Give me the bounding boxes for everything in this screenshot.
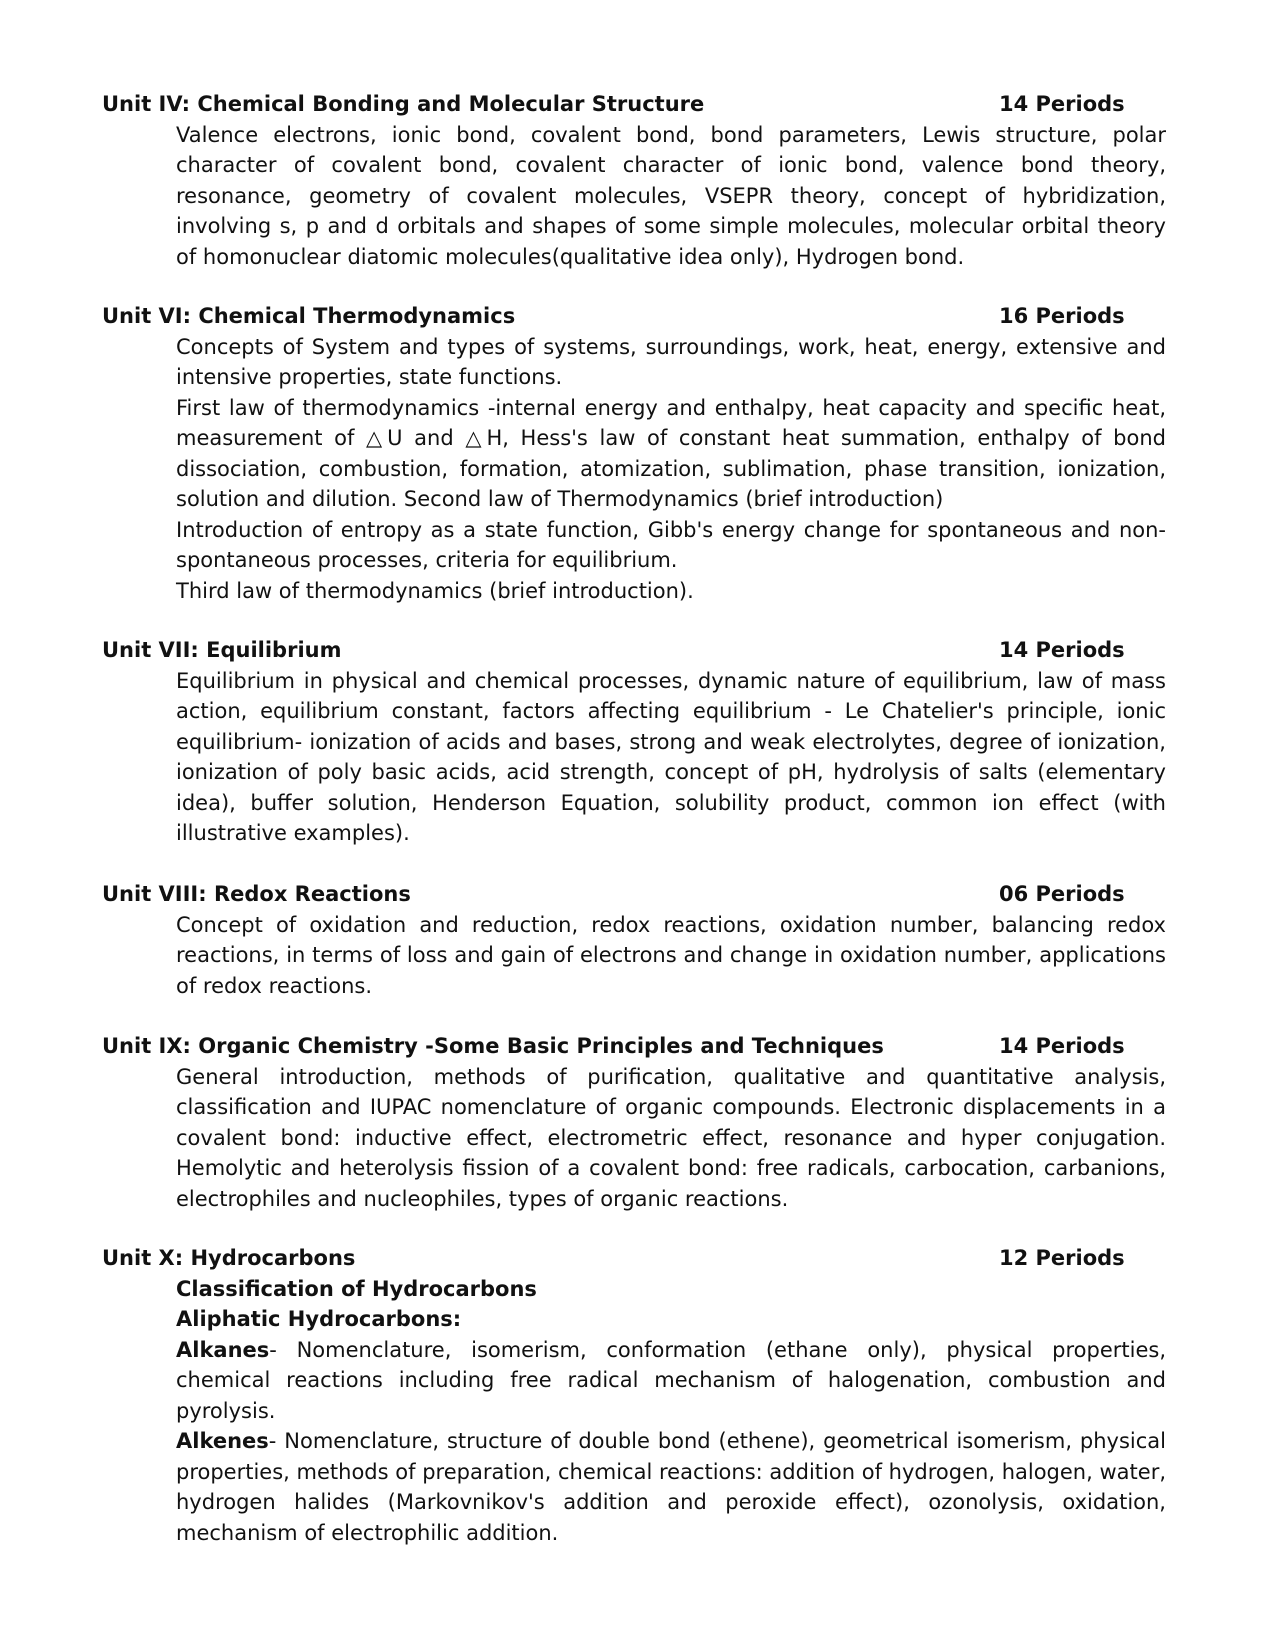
alkenes-paragraph [176,1426,1166,1548]
unit-title: Unit IV: Chemical Bonding and Molecular Structure [102,92,705,116]
unit-body [176,332,1166,607]
unit-title: Unit X: Hydrocarbons [102,1246,356,1270]
subheading-classification: Classification of Hydrocarbons [176,1276,537,1301]
alkanes-text: - Nomenclature, isomerism, conformation (ethane only), physical properties, chemical reactions including free radical mechanism of halogenation, combustion and pyrolysis. [176,1337,1166,1423]
alkanes-term: Alkanes [176,1337,270,1362]
alkenes-text: - Nomenclature, structure of double bond (ethene), geometrical isomerism, physical properties, methods of preparation, chemical reactions: addition of hydrogen, halogen, water, hydrogen halides (Markovnikov's addition and peroxide effect), ozonolysis, oxidation, mechanism of electrophilic addition. [176,1429,1166,1545]
unit-header [102,1031,1166,1062]
unit-paragraph: First law of thermodynamics -internal energy and enthalpy, heat capacity and specific heat, measurement of △U and △H, Hess's law of constant heat summation, enthalpy of bond dissociation, combustion, formation, atomization, sublimation, phase transition, ionization, solution and dilution. Second law of Thermodynamics (brief introduction) [176,395,1166,511]
unit-vii-section [102,635,1166,849]
unit-vi-section [102,301,1166,606]
unit-paragraph: Introduction of entropy as a state function, Gibb's energy change for spontaneous and non-spontaneous processes, criteria for equilibrium. [176,517,1166,572]
unit-body [176,910,1166,1002]
unit-iv-section [102,89,1166,272]
unit-header [102,635,1166,666]
unit-x-section [102,1243,1166,1548]
unit-title: Unit VII: Equilibrium [102,638,342,662]
unit-paragraph: Equilibrium in physical and chemical processes, dynamic nature of equilibrium, law of mass action, equilibrium constant, factors affecting equilibrium - Le Chatelier's principle, ionic equilibrium- ionization of acids and bases, strong and weak electrolytes, degree of ionization, ionization of poly basic acids, acid strength, concept of pH, hydrolysis of salts (elementary idea), buffer solution, Henderson Equation, solubility product, common ion effect (with illustrative examples). [176,668,1166,845]
unit-viii-section [102,879,1166,1001]
unit-title: Unit IX: Organic Chemistry -Some Basic Principles and Techniques [102,1034,884,1058]
unit-header [102,301,1166,332]
unit-title: Unit VI: Chemical Thermodynamics [102,304,516,328]
unit-paragraph: Valence electrons, ionic bond, covalent bond, bond parameters, Lewis structure, polar character of covalent bond, covalent character of ionic bond, valence bond theory, resonance, geometry of covalent molecules, VSEPR theory, concept of hybridization, involving s, p and d orbitals and shapes of some simple molecules, molecular orbital theory of homonuclear diatomic molecules(qualitative idea only), Hydrogen bond. [176,122,1166,269]
unit-periods: 14 Periods [999,1034,1125,1058]
unit-header [102,1243,1166,1274]
unit-header [102,89,1166,120]
unit-periods: 14 Periods [999,638,1125,662]
unit-periods: 06 Periods [999,882,1125,906]
unit-title: Unit VIII: Redox Reactions [102,882,411,906]
subheading-aliphatic: Aliphatic Hydrocarbons: [176,1307,462,1331]
unit-paragraph: Concept of oxidation and reduction, redox reactions, oxidation number, balancing redox reactions, in terms of loss and gain of electrons and change in oxidation number, applications of redox reactions. [176,912,1166,998]
unit-periods: 16 Periods [999,304,1125,328]
unit-periods: 14 Periods [999,92,1125,116]
unit-ix-section [102,1031,1166,1214]
unit-body [176,120,1166,273]
unit-header [102,879,1166,910]
unit-body [176,666,1166,849]
unit-paragraph: Third law of thermodynamics (brief introduction). [176,578,694,603]
unit-paragraph: General introduction, methods of purification, qualitative and quantitative analysis, classification and IUPAC nomenclature of organic compounds. Electronic displacements in a covalent bond: inductive effect, electrometric effect, resonance and hyper conjugation. Hemolytic and heterolysis fission of a covalent bond: free radicals, carbocation, carbanions, electrophiles and nucleophiles, types of organic reactions. [176,1064,1166,1211]
unit-body [176,1274,1166,1549]
unit-paragraph: Concepts of System and types of systems, surroundings, work, heat, energy, extensive and intensive properties, state functions. [176,334,1166,389]
unit-periods: 12 Periods [999,1246,1125,1270]
unit-body [176,1062,1166,1215]
alkenes-term: Alkenes [176,1429,269,1453]
alkanes-paragraph [176,1335,1166,1427]
